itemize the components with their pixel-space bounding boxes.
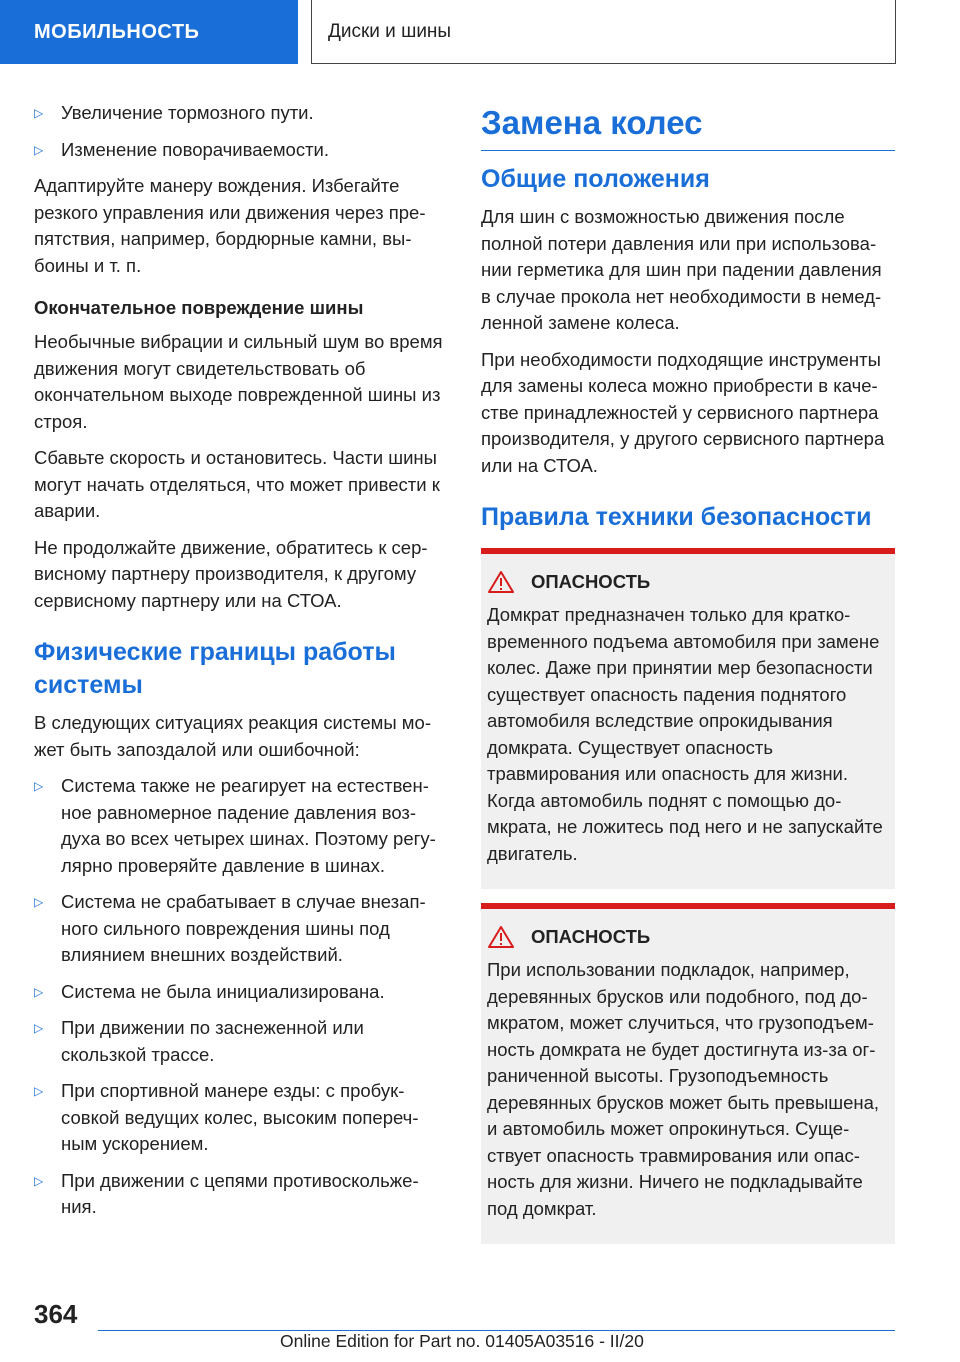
left-column bbox=[34, 100, 446, 1231]
danger-title: ОПАСНОСТЬ bbox=[531, 571, 651, 592]
triangle-bullet-icon: ▷ bbox=[34, 779, 44, 793]
list-item-text: При движении по заснеженной или скользкой трассе. bbox=[61, 1017, 364, 1065]
list-item-text: При спортивной манере езды: с пробуксовкой ведущих колес, высоким поперечным ускорением. bbox=[61, 1080, 419, 1154]
footer-edition: Online Edition for Part no. 01405A03516 - II/20 bbox=[280, 1331, 644, 1351]
triangle-bullet-icon: ▷ bbox=[34, 1021, 44, 1035]
list-item bbox=[34, 773, 446, 879]
danger-text: При использовании подкладок, например, деревянных брусков или подобного, под домкратом, может случиться, что грузоподъемность домкрата не будет достигнута из-за ограниченной высоты. Грузоподъемность деревянных брусков может быть превышена, и автомобиль может опрокинуться. Существует опасность травмирования или опасность для жизни. Ничего не подкладывайте под домкрат. bbox=[487, 959, 880, 1219]
triangle-bullet-icon: ▷ bbox=[34, 106, 44, 120]
paragraph: Адаптируйте манеру вождения. Избегайте резкого управления или движения через препятствия, например, бордюрные камни, выбоины и т. п. bbox=[34, 175, 426, 276]
danger-box-header bbox=[487, 570, 889, 594]
list-item-text: Система также не реагирует на естественное равномерное падение давления воздуха во всех четырех шинах. Поэтому регулярно проверяйте давление в шинах. bbox=[61, 775, 436, 876]
danger-box-header bbox=[487, 925, 889, 949]
list-item bbox=[34, 889, 446, 969]
warning-triangle-icon bbox=[487, 570, 515, 594]
danger-box bbox=[481, 548, 895, 889]
list-item-text: Увеличение тормозного пути. bbox=[61, 102, 314, 123]
list-item bbox=[34, 1168, 446, 1221]
heading-system-limits: Физические границы работы системы bbox=[34, 638, 396, 699]
list-item bbox=[34, 1015, 446, 1068]
main-heading: Замена колес bbox=[481, 100, 895, 151]
paragraph: Не продолжайте движение, обратитесь к сервисному партнеру производителя, к другому сервисному партнеру или на СТОА. bbox=[34, 536, 428, 611]
triangle-bullet-icon: ▷ bbox=[34, 142, 44, 157]
triangle-bullet-icon: ▷ bbox=[34, 984, 44, 999]
list-item bbox=[34, 1078, 446, 1158]
list-item-text: Система не срабатывает в случае внезапного сильного повреждения шины под влиянием внешних воздействий. bbox=[61, 891, 426, 965]
warning-triangle-icon bbox=[487, 925, 515, 949]
danger-title: ОПАСНОСТЬ bbox=[531, 926, 651, 947]
paragraph: В следующих ситуациях реакция системы может быть запоздалой или ошибочной: bbox=[34, 712, 431, 760]
list-item bbox=[34, 979, 446, 1006]
page-header-title: Диски и шины bbox=[311, 0, 896, 64]
triangle-bullet-icon: ▷ bbox=[34, 895, 44, 909]
right-column bbox=[481, 100, 895, 1256]
list-item bbox=[34, 137, 446, 164]
danger-box bbox=[481, 903, 895, 1244]
section-tab[interactable]: МОБИЛЬНОСТЬ bbox=[0, 0, 298, 64]
danger-text: Домкрат предназначен только для кратковременного подъема автомобиля при замене колес. Даже при принятии мер безопасности существует опасность падения поднятого автомобиля вследствие опрокидывания домкрата. Существует опасность травмирования или опасность для жизни. Когда автомобиль поднят с помощью домкрата, не ложитесь под него и не запускайте двигатель. bbox=[487, 604, 883, 864]
page-number: 364 bbox=[34, 1299, 78, 1329]
heading-general: Общие положения bbox=[481, 165, 710, 193]
heading-safety: Правила техники безопасности bbox=[481, 503, 872, 531]
triangle-bullet-icon: ▷ bbox=[34, 1084, 44, 1098]
triangle-bullet-icon: ▷ bbox=[34, 1173, 44, 1188]
list-item-text: Система не была инициализирована. bbox=[61, 980, 385, 1002]
list-item bbox=[34, 100, 446, 127]
list-item-text: При движении с цепями противоскольжения. bbox=[61, 1169, 419, 1217]
paragraph: При необходимости подходящие инструменты для замены колеса можно приобрести в качестве принадлежностей у сервисного партнера производителя, у другого сервисного партнера или на СТОА. bbox=[481, 348, 885, 476]
list-item-text: Изменение поворачиваемости. bbox=[61, 138, 330, 160]
paragraph: Сбавьте скорость и остановитесь. Части шины могут начать отделяться, что может привести к аварии. bbox=[34, 447, 440, 521]
subheading-damage: Окончательное повреждение шины bbox=[34, 297, 364, 318]
paragraph: Для шин с возможностью движения после полной потери давления или при использовании герметика для шин при падении давления в случае прокола нет необходимости в немедленной замене колеса. bbox=[481, 206, 882, 333]
paragraph: Необычные вибрации и сильный шум во время движения могут свидетельствовать об окончательном выходе поврежденной шины из строя. bbox=[34, 331, 443, 432]
